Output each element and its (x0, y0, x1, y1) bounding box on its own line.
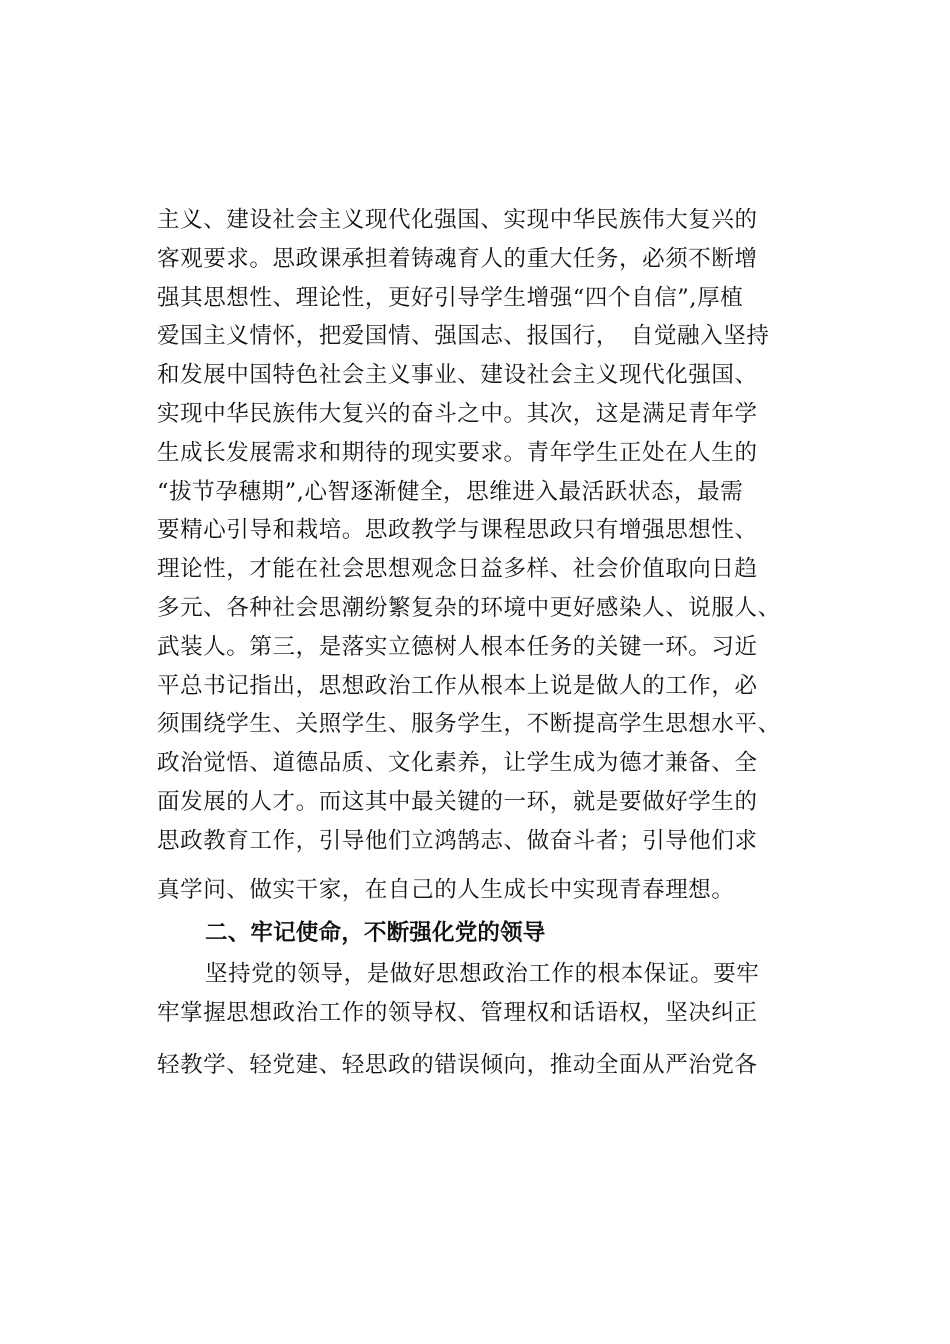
section-heading: 二、牢记使命，不断强化党的领导 (205, 920, 546, 946)
body-line: 武装人。第三，是落实立德树人根本任务的关键一环。习近 (157, 634, 758, 660)
body-line: 轻教学、轻党建、轻思政的错误倾向，推动全面从严治党各 (157, 1052, 758, 1078)
body-line: 和发展中国特色社会主义事业、建设社会主义现代化强国、 (157, 362, 758, 388)
body-line: 多元、各种社会思潮纷繁复杂的环境中更好感染人、说服人、 (157, 595, 781, 621)
body-line: 面发展的人才。而这其中最关键的一环，就是要做好学生的 (157, 789, 758, 815)
body-line: “拔节孕穗期”,心智逐渐健全，思维进入最活跃状态，最需 (157, 479, 744, 505)
body-line: 须围绕学生、关照学生、服务学生，不断提高学生思想水平、 (157, 711, 781, 737)
body-line: 平总书记指出，思想政治工作从根本上说是做人的工作，必 (157, 673, 758, 699)
body-line: 要精心引导和栽培。思政教学与课程思政只有增强思想性、 (157, 517, 758, 543)
body-line: 理论性，才能在社会思想观念日益多样、社会价值取向日趋 (157, 556, 758, 582)
body-line: 牢掌握思想政治工作的领导权、管理权和话语权，坚决纠正 (157, 1000, 758, 1026)
body-line: 思政教育工作，引导他们立鸿鹄志、做奋斗者；引导他们求 (157, 828, 758, 854)
body-line: 客观要求。思政课承担着铸魂育人的重大任务，必须不断增 (157, 246, 758, 272)
body-line: 坚持党的领导，是做好思想政治工作的根本保证。要牢 (205, 961, 760, 987)
body-line: 政治觉悟、道德品质、文化素养，让学生成为德才兼备、全 (157, 750, 758, 776)
body-line: 真学问、做实干家，在自己的人生成长中实现青春理想。 (157, 877, 735, 903)
body-line: 实现中华民族伟大复兴的奋斗之中。其次，这是满足青年学 (157, 401, 758, 427)
body-line: 生成长发展需求和期待的现实要求。青年学生正处在人生的 (157, 440, 758, 466)
body-line: 爱国主义情怀，把爱国情、强国志、报国行， 自觉融入坚持 (157, 323, 770, 349)
body-line: 主义、建设社会主义现代化强国、实现中华民族伟大复兴的 (157, 207, 758, 233)
body-line: 强其思想性、理论性，更好引导学生增强“四个自信”,厚植 (157, 285, 744, 311)
